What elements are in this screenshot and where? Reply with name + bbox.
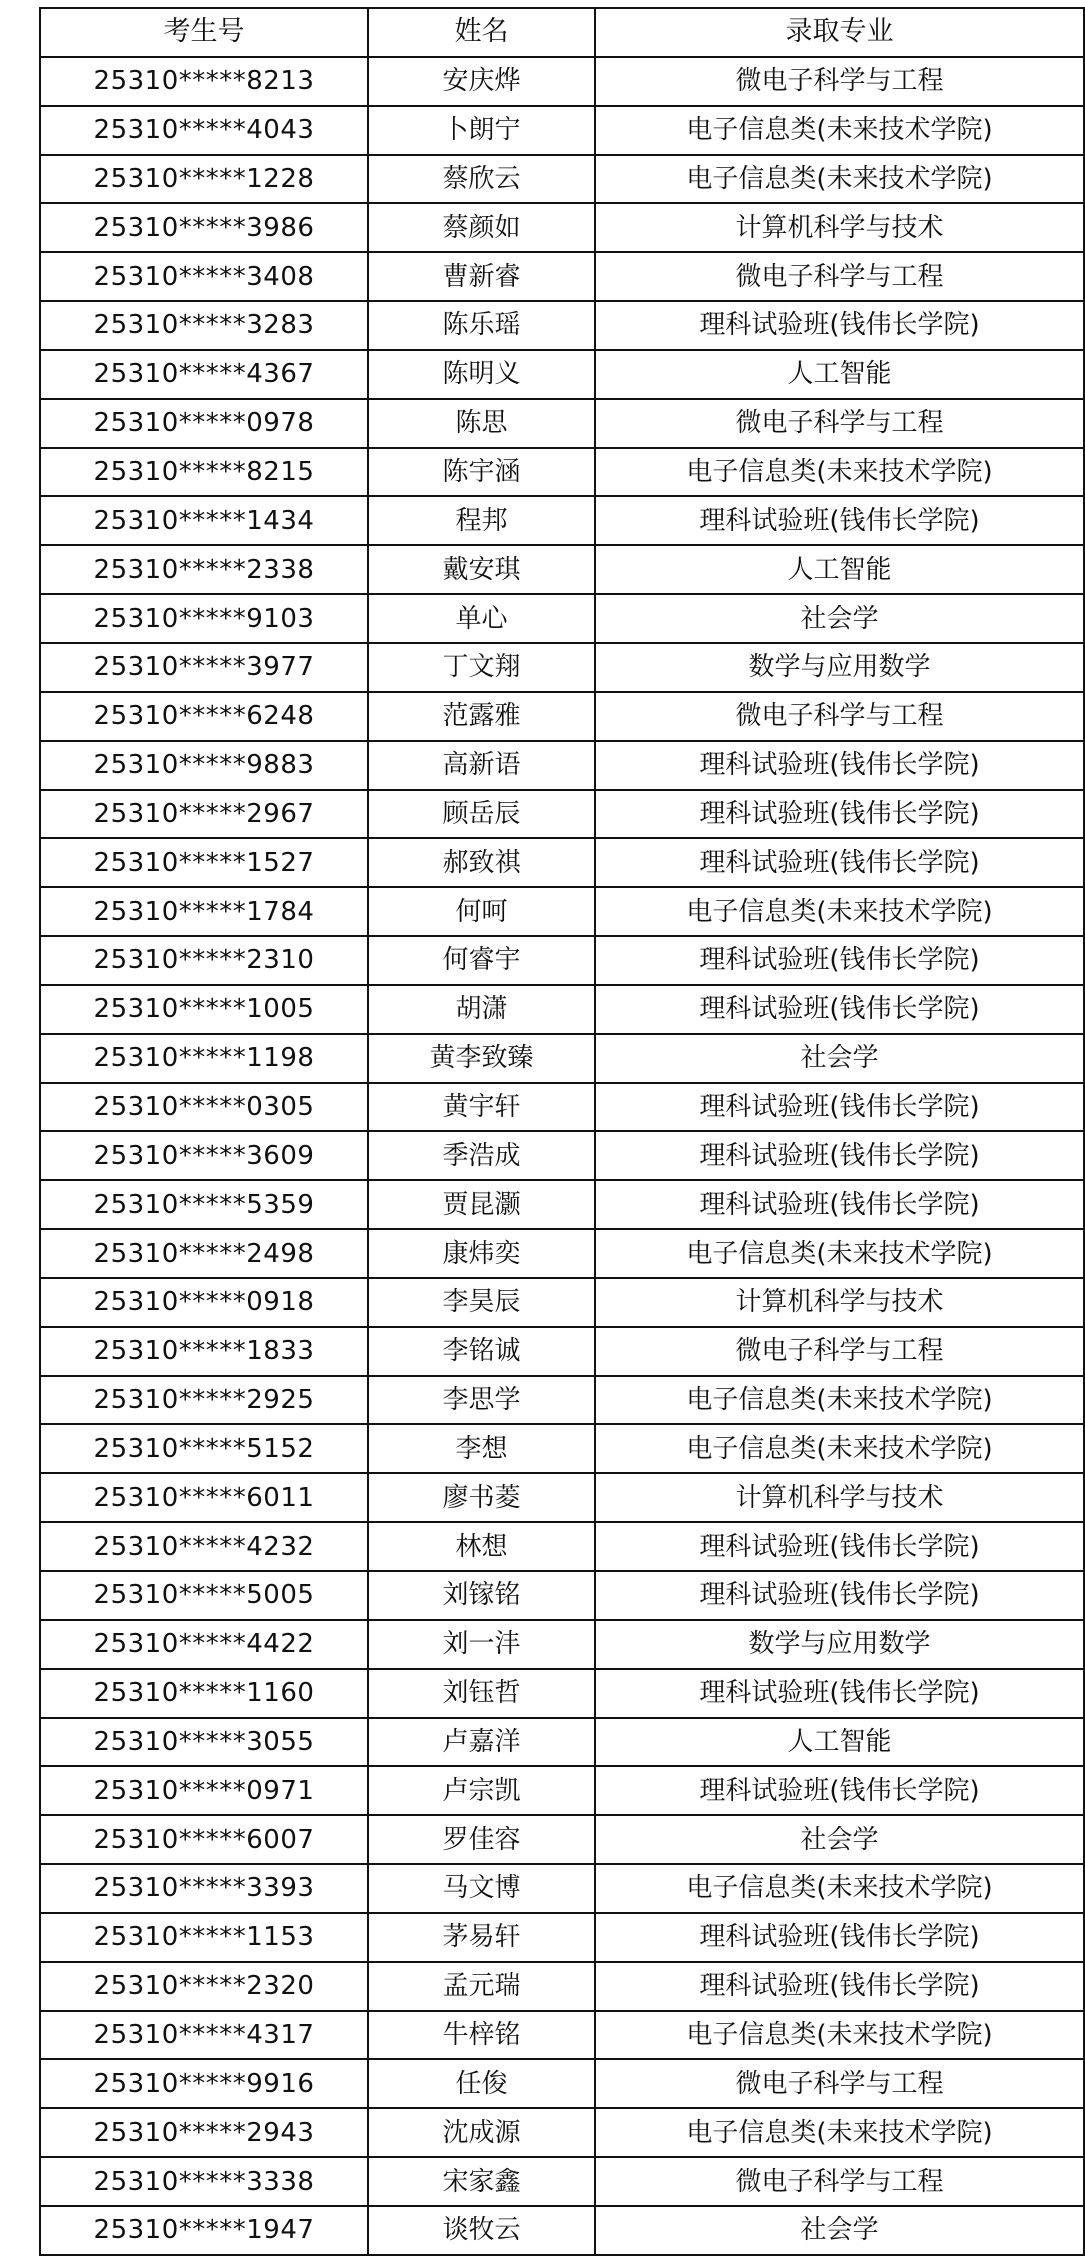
table-row (40, 985, 1084, 1034)
cell-admitted-major: 理科试验班(钱伟长学院) (595, 1962, 1084, 2011)
cell-admitted-major: 电子信息类(未来技术学院) (595, 2108, 1084, 2157)
cell-candidate-number: 25310*****1228 (40, 155, 368, 204)
cell-admitted-major: 社会学 (595, 594, 1084, 643)
cell-admitted-major: 电子信息类(未来技术学院) (595, 887, 1084, 936)
header-row (40, 8, 1084, 57)
table-row (40, 399, 1084, 448)
cell-name: 廖书菱 (368, 1473, 595, 1522)
table-row (40, 1864, 1084, 1913)
cell-candidate-number: 25310*****3609 (40, 1131, 368, 1180)
table-row (40, 594, 1084, 643)
cell-name: 牛梓铭 (368, 2011, 595, 2060)
table-body (40, 57, 1084, 2255)
cell-name: 范露雅 (368, 692, 595, 741)
cell-admitted-major: 社会学 (595, 1815, 1084, 1864)
cell-name: 何呵 (368, 887, 595, 936)
cell-admitted-major: 电子信息类(未来技术学院) (595, 2011, 1084, 2060)
table-row (40, 2011, 1084, 2060)
table-row (40, 1376, 1084, 1425)
cell-candidate-number: 25310*****9883 (40, 741, 368, 790)
cell-admitted-major: 理科试验班(钱伟长学院) (595, 741, 1084, 790)
cell-candidate-number: 25310*****5152 (40, 1424, 368, 1473)
cell-name: 刘一沣 (368, 1620, 595, 1669)
cell-candidate-number: 25310*****8213 (40, 57, 368, 106)
cell-admitted-major: 理科试验班(钱伟长学院) (595, 838, 1084, 887)
table-row (40, 2157, 1084, 2206)
cell-candidate-number: 25310*****9916 (40, 2059, 368, 2108)
cell-admitted-major: 理科试验班(钱伟长学院) (595, 985, 1084, 1034)
cell-candidate-number: 25310*****0978 (40, 399, 368, 448)
cell-name: 胡潇 (368, 985, 595, 1034)
table-row (40, 1229, 1084, 1278)
cell-name: 沈成源 (368, 2108, 595, 2157)
cell-candidate-number: 25310*****2967 (40, 790, 368, 839)
cell-name: 贾昆灏 (368, 1180, 595, 1229)
cell-name: 蔡欣云 (368, 155, 595, 204)
table-row (40, 252, 1084, 301)
table-row (40, 106, 1084, 155)
table-row (40, 1620, 1084, 1669)
cell-candidate-number: 25310*****6007 (40, 1815, 368, 1864)
cell-candidate-number: 25310*****1198 (40, 1034, 368, 1083)
cell-candidate-number: 25310*****3338 (40, 2157, 368, 2206)
cell-name: 陈思 (368, 399, 595, 448)
cell-name: 曹新睿 (368, 252, 595, 301)
cell-admitted-major: 计算机科学与技术 (595, 1278, 1084, 1327)
cell-admitted-major: 微电子科学与工程 (595, 399, 1084, 448)
cell-name: 单心 (368, 594, 595, 643)
table-row (40, 545, 1084, 594)
table-row (40, 350, 1084, 399)
cell-admitted-major: 电子信息类(未来技术学院) (595, 1864, 1084, 1913)
cell-candidate-number: 25310*****2310 (40, 936, 368, 985)
table-row (40, 887, 1084, 936)
table-row (40, 1913, 1084, 1962)
table-row (40, 496, 1084, 545)
cell-name: 蔡颜如 (368, 203, 595, 252)
cell-admitted-major: 微电子科学与工程 (595, 57, 1084, 106)
cell-candidate-number: 25310*****2925 (40, 1376, 368, 1425)
table-row (40, 1815, 1084, 1864)
table-row (40, 643, 1084, 692)
cell-name: 何睿宇 (368, 936, 595, 985)
table-row (40, 203, 1084, 252)
cell-admitted-major: 理科试验班(钱伟长学院) (595, 936, 1084, 985)
table-row (40, 1327, 1084, 1376)
cell-candidate-number: 25310*****0971 (40, 1766, 368, 1815)
cell-admitted-major: 理科试验班(钱伟长学院) (595, 496, 1084, 545)
cell-admitted-major: 社会学 (595, 1034, 1084, 1083)
cell-name: 林想 (368, 1522, 595, 1571)
cell-admitted-major: 微电子科学与工程 (595, 692, 1084, 741)
cell-name: 宋家鑫 (368, 2157, 595, 2206)
cell-admitted-major: 电子信息类(未来技术学院) (595, 448, 1084, 497)
cell-candidate-number: 25310*****5359 (40, 1180, 368, 1229)
cell-candidate-number: 25310*****6011 (40, 1473, 368, 1522)
cell-name: 茅易轩 (368, 1913, 595, 1962)
table-row (40, 692, 1084, 741)
header-candidate-number: 考生号 (40, 8, 368, 57)
cell-candidate-number: 25310*****4043 (40, 106, 368, 155)
cell-admitted-major: 电子信息类(未来技术学院) (595, 1424, 1084, 1473)
cell-candidate-number: 25310*****2498 (40, 1229, 368, 1278)
cell-name: 卜朗宁 (368, 106, 595, 155)
cell-name: 郝致祺 (368, 838, 595, 887)
cell-name: 高新语 (368, 741, 595, 790)
cell-candidate-number: 25310*****3393 (40, 1864, 368, 1913)
cell-name: 戴安琪 (368, 545, 595, 594)
table-row (40, 1278, 1084, 1327)
cell-admitted-major: 微电子科学与工程 (595, 1327, 1084, 1376)
cell-name: 陈宇涵 (368, 448, 595, 497)
cell-admitted-major: 人工智能 (595, 1718, 1084, 1767)
cell-candidate-number: 25310*****9103 (40, 594, 368, 643)
cell-name: 李铭诚 (368, 1327, 595, 1376)
table-row (40, 1034, 1084, 1083)
cell-admitted-major: 理科试验班(钱伟长学院) (595, 1131, 1084, 1180)
cell-name: 谈牧云 (368, 2206, 595, 2255)
table-row (40, 936, 1084, 985)
cell-name: 李昊辰 (368, 1278, 595, 1327)
cell-candidate-number: 25310*****0918 (40, 1278, 368, 1327)
cell-name: 孟元瑞 (368, 1962, 595, 2011)
cell-admitted-major: 人工智能 (595, 350, 1084, 399)
cell-candidate-number: 25310*****3055 (40, 1718, 368, 1767)
cell-candidate-number: 25310*****4367 (40, 350, 368, 399)
cell-admitted-major: 微电子科学与工程 (595, 2157, 1084, 2206)
cell-name: 陈乐瑶 (368, 301, 595, 350)
cell-name: 季浩成 (368, 1131, 595, 1180)
cell-admitted-major: 理科试验班(钱伟长学院) (595, 1522, 1084, 1571)
cell-name: 刘钰哲 (368, 1669, 595, 1718)
cell-candidate-number: 25310*****5005 (40, 1571, 368, 1620)
table-row (40, 1083, 1084, 1132)
cell-name: 康炜奕 (368, 1229, 595, 1278)
cell-name: 黄宇轩 (368, 1083, 595, 1132)
cell-admitted-major: 微电子科学与工程 (595, 252, 1084, 301)
cell-name: 李思学 (368, 1376, 595, 1425)
admission-table (39, 7, 1085, 2256)
cell-admitted-major: 人工智能 (595, 545, 1084, 594)
table-row (40, 155, 1084, 204)
table-row (40, 1180, 1084, 1229)
cell-admitted-major: 理科试验班(钱伟长学院) (595, 790, 1084, 839)
cell-admitted-major: 理科试验班(钱伟长学院) (595, 1766, 1084, 1815)
table-row (40, 838, 1084, 887)
cell-candidate-number: 25310*****3408 (40, 252, 368, 301)
header-admitted-major: 录取专业 (595, 8, 1084, 57)
table-row (40, 2059, 1084, 2108)
cell-admitted-major: 电子信息类(未来技术学院) (595, 155, 1084, 204)
cell-candidate-number: 25310*****1434 (40, 496, 368, 545)
cell-candidate-number: 25310*****3986 (40, 203, 368, 252)
cell-candidate-number: 25310*****6248 (40, 692, 368, 741)
cell-candidate-number: 25310*****3977 (40, 643, 368, 692)
table-row (40, 1522, 1084, 1571)
cell-candidate-number: 25310*****1160 (40, 1669, 368, 1718)
cell-admitted-major: 数学与应用数学 (595, 643, 1084, 692)
cell-name: 卢宗凯 (368, 1766, 595, 1815)
cell-admitted-major: 理科试验班(钱伟长学院) (595, 1913, 1084, 1962)
cell-admitted-major: 电子信息类(未来技术学院) (595, 1376, 1084, 1425)
cell-admitted-major: 计算机科学与技术 (595, 1473, 1084, 1522)
cell-candidate-number: 25310*****1833 (40, 1327, 368, 1376)
cell-name: 程邦 (368, 496, 595, 545)
cell-candidate-number: 25310*****1947 (40, 2206, 368, 2255)
cell-admitted-major: 理科试验班(钱伟长学院) (595, 1669, 1084, 1718)
table-row (40, 790, 1084, 839)
cell-admitted-major: 理科试验班(钱伟长学院) (595, 1571, 1084, 1620)
cell-candidate-number: 25310*****4317 (40, 2011, 368, 2060)
cell-name: 丁文翔 (368, 643, 595, 692)
table-row (40, 1131, 1084, 1180)
cell-candidate-number: 25310*****4422 (40, 1620, 368, 1669)
cell-name: 马文博 (368, 1864, 595, 1913)
table-row (40, 448, 1084, 497)
table-row (40, 1571, 1084, 1620)
cell-admitted-major: 理科试验班(钱伟长学院) (595, 1180, 1084, 1229)
cell-admitted-major: 计算机科学与技术 (595, 203, 1084, 252)
table-row (40, 741, 1084, 790)
table-row (40, 1669, 1084, 1718)
cell-candidate-number: 25310*****2943 (40, 2108, 368, 2157)
cell-candidate-number: 25310*****1527 (40, 838, 368, 887)
cell-name: 黄李致臻 (368, 1034, 595, 1083)
cell-name: 卢嘉洋 (368, 1718, 595, 1767)
cell-admitted-major: 社会学 (595, 2206, 1084, 2255)
table-row (40, 1473, 1084, 1522)
cell-name: 陈明义 (368, 350, 595, 399)
cell-admitted-major: 数学与应用数学 (595, 1620, 1084, 1669)
cell-admitted-major: 理科试验班(钱伟长学院) (595, 301, 1084, 350)
cell-candidate-number: 25310*****1153 (40, 1913, 368, 1962)
cell-name: 任俊 (368, 2059, 595, 2108)
table-row (40, 2206, 1084, 2255)
header-name: 姓名 (368, 8, 595, 57)
table-row (40, 301, 1084, 350)
table-row (40, 2108, 1084, 2157)
table-row (40, 1718, 1084, 1767)
cell-name: 李想 (368, 1424, 595, 1473)
cell-candidate-number: 25310*****8215 (40, 448, 368, 497)
cell-name: 刘镓铭 (368, 1571, 595, 1620)
cell-candidate-number: 25310*****1784 (40, 887, 368, 936)
cell-candidate-number: 25310*****3283 (40, 301, 368, 350)
cell-name: 顾岳辰 (368, 790, 595, 839)
table-row (40, 57, 1084, 106)
table-row (40, 1766, 1084, 1815)
table-row (40, 1424, 1084, 1473)
cell-admitted-major: 微电子科学与工程 (595, 2059, 1084, 2108)
cell-admitted-major: 电子信息类(未来技术学院) (595, 1229, 1084, 1278)
cell-admitted-major: 理科试验班(钱伟长学院) (595, 1083, 1084, 1132)
cell-name: 安庆烨 (368, 57, 595, 106)
table-header (40, 8, 1084, 57)
cell-candidate-number: 25310*****2320 (40, 1962, 368, 2011)
cell-name: 罗佳容 (368, 1815, 595, 1864)
cell-admitted-major: 电子信息类(未来技术学院) (595, 106, 1084, 155)
cell-candidate-number: 25310*****4232 (40, 1522, 368, 1571)
cell-candidate-number: 25310*****0305 (40, 1083, 368, 1132)
cell-candidate-number: 25310*****1005 (40, 985, 368, 1034)
table-row (40, 1962, 1084, 2011)
cell-candidate-number: 25310*****2338 (40, 545, 368, 594)
